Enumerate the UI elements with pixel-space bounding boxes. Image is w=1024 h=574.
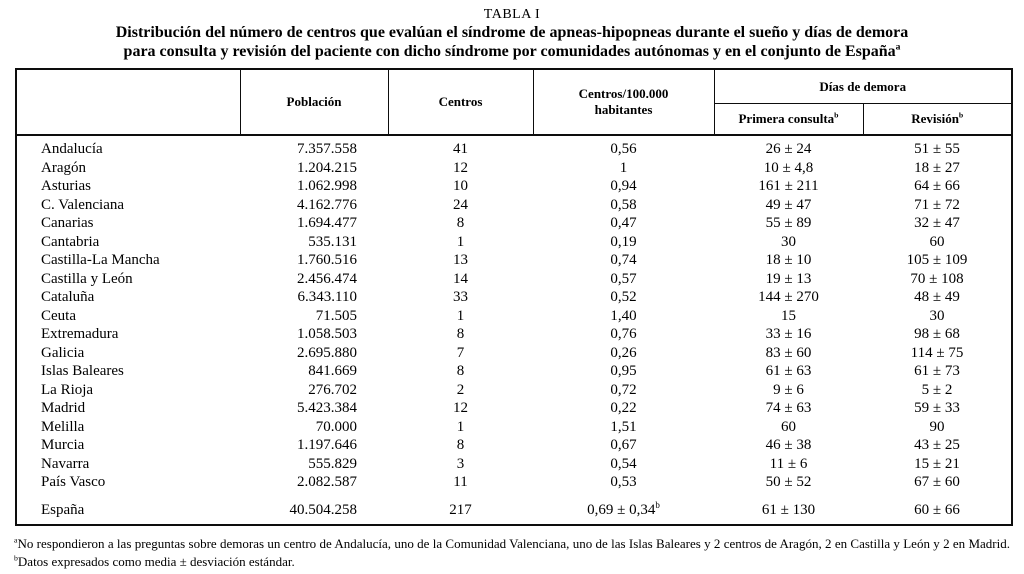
- header-primera-consulta-text: Primera consulta: [738, 111, 835, 126]
- cell-centros: 8: [456, 363, 465, 379]
- cell-revision: 64 ± 66: [914, 178, 960, 194]
- cell-centros-100k: 0,26: [610, 344, 637, 361]
- table-header: [16, 69, 1012, 135]
- cell-region: Ceuta: [41, 307, 76, 324]
- table-row: [16, 307, 1012, 326]
- table-footnote: [14, 535, 1010, 570]
- cell-centros-100k: 0,95: [610, 363, 637, 379]
- cell-centros-100k: 0,22: [610, 400, 637, 416]
- cell-poblacion: 276.702: [308, 381, 357, 398]
- cell-poblacion: 1.062.998: [297, 178, 357, 194]
- cell-centros-100k: 0,52: [610, 289, 637, 305]
- cell-centros-100k: 0,57: [610, 270, 637, 287]
- table-row: [16, 325, 1012, 344]
- cell-poblacion: 70.000: [315, 418, 357, 435]
- cell-revision: 71 ± 72: [914, 196, 960, 213]
- header-region-empty: [16, 69, 240, 135]
- cell-centros: 24: [453, 196, 468, 213]
- cell-centros: 10: [453, 178, 468, 194]
- cell-centros-100k: 1: [619, 159, 628, 176]
- cell-centros-100k: 0,54: [610, 455, 637, 472]
- header-footnote-marker-b1: b: [834, 110, 839, 120]
- cell-centros: 8: [456, 437, 465, 453]
- data-table: [15, 68, 1013, 526]
- cell-centros: 8: [456, 215, 465, 231]
- table-caption-line2: [0, 42, 1024, 61]
- cell-poblacion: 2.082.587: [297, 474, 357, 490]
- cell-revision: 51 ± 55: [914, 141, 960, 157]
- cell-region: Cataluña: [41, 289, 95, 305]
- cell-region: Islas Baleares: [41, 363, 124, 379]
- footnote-marker-a: a: [14, 535, 18, 545]
- cell-primera-consulta: 19 ± 13: [765, 270, 812, 287]
- table-row: [16, 251, 1012, 270]
- cell-centros-100k: 0,58: [610, 196, 637, 213]
- cell-poblacion: 2.456.474: [297, 270, 357, 287]
- footnote-marker-b: b: [14, 553, 18, 563]
- cell-revision: 67 ± 60: [914, 474, 960, 490]
- cell-poblacion: 1.058.503: [297, 326, 357, 342]
- total-revision: 60 ± 66: [914, 501, 960, 518]
- cell-centros-100k: 0,19: [610, 233, 637, 250]
- cell-revision: 61 ± 73: [914, 363, 960, 379]
- table-caption-line1: Distribución del número de centros que evalúan el síndrome de apneas-hipopneas durante el sueño y días de demora: [115, 24, 909, 41]
- total-centros: 217: [449, 501, 472, 518]
- table-row: [16, 362, 1012, 381]
- table-row: [16, 344, 1012, 363]
- cell-primera-consulta: 144 ± 270: [758, 289, 819, 305]
- cell-centros-100k: 0,76: [610, 326, 637, 342]
- cell-poblacion: 1.197.646: [297, 437, 357, 453]
- cell-centros-100k: 0,67: [610, 437, 637, 453]
- table-total: [16, 492, 1012, 526]
- cell-region: Madrid: [41, 400, 86, 416]
- cell-region: Andalucía: [41, 141, 103, 157]
- cell-centros: 13: [453, 252, 468, 268]
- header-row-top: [16, 69, 1012, 104]
- footnote-text-b: Datos expresados como media ± desviación estándar.: [17, 553, 295, 569]
- cell-primera-consulta: 161 ± 211: [758, 178, 819, 194]
- table-row: [16, 381, 1012, 400]
- header-revision-text: Revisión: [911, 111, 959, 126]
- cell-centros: 41: [453, 141, 468, 157]
- cell-primera-consulta: 26 ± 24: [765, 141, 812, 157]
- total-footnote-marker-b: b: [655, 499, 660, 510]
- cell-centros: 7: [456, 344, 465, 361]
- cell-poblacion: 5.423.384: [297, 400, 357, 416]
- cell-region: C. Valenciana: [41, 196, 125, 213]
- cell-revision: 60: [929, 233, 945, 250]
- cell-centros: 12: [453, 400, 468, 416]
- table-caption-line2-text: para consulta y revisión del paciente con dicho síndrome por comunidades autónomas y en el conjunto de España: [123, 43, 896, 60]
- cell-centros-100k: 0,53: [610, 474, 637, 490]
- cell-centros: 33: [453, 289, 468, 305]
- table-row: [16, 418, 1012, 437]
- cell-centros: 3: [456, 455, 465, 472]
- cell-primera-consulta: 50 ± 52: [765, 474, 812, 490]
- cell-primera-consulta: 60: [781, 418, 796, 435]
- cell-poblacion: 4.162.776: [297, 196, 357, 213]
- cell-centros: 14: [453, 270, 468, 287]
- cell-region: Extremadura: [41, 326, 119, 342]
- footnote-text-a: No respondieron a las preguntas sobre demoras un centro de Andalucía, uno de la Comunidad Valenciana, uno de las Islas Baleares y 2 centros de Aragón, 2 en Castilla y León y 2 en Madrid.: [17, 536, 1010, 551]
- cell-centros: 1: [456, 307, 465, 324]
- cell-poblacion: 1.694.477: [297, 215, 357, 231]
- cell-primera-consulta: 30: [781, 233, 796, 250]
- table-row: [16, 233, 1012, 252]
- caption-footnote-marker-a: a: [895, 41, 901, 53]
- cell-primera-consulta: 15: [781, 307, 796, 324]
- cell-poblacion: 2.695.880: [297, 344, 357, 361]
- cell-revision: 98 ± 68: [914, 326, 960, 342]
- header-centros: Centros: [388, 69, 533, 135]
- cell-region: Navarra: [41, 455, 90, 472]
- cell-revision: 114 ± 75: [910, 344, 964, 361]
- cell-poblacion: 1.204.215: [297, 159, 357, 176]
- table-number-label: TABLA I: [483, 7, 541, 22]
- cell-revision: 5 ± 2: [921, 381, 953, 398]
- cell-centros: 2: [456, 381, 465, 398]
- cell-primera-consulta: 61 ± 63: [765, 363, 812, 379]
- header-dias-demora: Días de demora: [714, 69, 1012, 104]
- cell-revision: 32 ± 47: [914, 215, 960, 231]
- cell-region: Cantabria: [41, 233, 100, 250]
- cell-primera-consulta: 9 ± 6: [773, 381, 804, 398]
- cell-poblacion: 6.343.110: [297, 289, 357, 305]
- total-poblacion: 40.504.258: [289, 501, 357, 518]
- table-row: [16, 159, 1012, 178]
- cell-region: Asturias: [41, 178, 91, 194]
- cell-centros-100k: 0,94: [610, 178, 637, 194]
- cell-revision: 30: [929, 307, 945, 324]
- cell-revision: 90: [929, 418, 945, 435]
- cell-region: Castilla y León: [41, 270, 133, 287]
- table-body: [16, 135, 1012, 492]
- cell-revision: 70 ± 108: [910, 270, 964, 287]
- total-row: [16, 492, 1012, 526]
- cell-primera-consulta: 55 ± 89: [765, 215, 812, 231]
- table-row: [16, 455, 1012, 474]
- cell-primera-consulta: 10 ± 4,8: [763, 159, 814, 176]
- cell-centros: 1: [456, 418, 465, 435]
- cell-poblacion: 71.505: [315, 307, 357, 324]
- cell-centros: 12: [453, 159, 468, 176]
- cell-revision: 43 ± 25: [914, 437, 960, 453]
- table-row: [16, 288, 1012, 307]
- cell-primera-consulta: 83 ± 60: [765, 344, 812, 361]
- header-poblacion: Población: [240, 69, 388, 135]
- cell-poblacion: 841.669: [308, 363, 357, 379]
- cell-revision: 48 ± 49: [914, 289, 960, 305]
- cell-centros-100k: 0,74: [610, 252, 637, 268]
- cell-region: Canarias: [41, 215, 94, 231]
- cell-region: Galicia: [41, 344, 85, 361]
- cell-primera-consulta: 18 ± 10: [765, 252, 812, 268]
- cell-centros-100k: 0,47: [610, 215, 637, 231]
- header-footnote-marker-b2: b: [958, 110, 964, 120]
- table-row: [16, 399, 1012, 418]
- cell-region: Aragón: [41, 159, 86, 176]
- table-row: [16, 196, 1012, 215]
- table-row: [16, 177, 1012, 196]
- total-primera-consulta: 61 ± 130: [761, 501, 816, 518]
- cell-centros-100k: 1,40: [610, 307, 637, 324]
- cell-centros: 11: [453, 474, 468, 490]
- cell-centros-100k: 1,51: [610, 418, 637, 435]
- table-row: [16, 214, 1012, 233]
- cell-revision: 105 ± 109: [906, 252, 968, 268]
- header-primera-consulta: [714, 104, 863, 136]
- cell-revision: 18 ± 27: [914, 159, 960, 176]
- cell-revision: 59 ± 33: [914, 400, 960, 416]
- cell-region: La Rioja: [41, 381, 94, 398]
- table-row: [16, 436, 1012, 455]
- table-row: [16, 473, 1012, 492]
- cell-primera-consulta: 49 ± 47: [765, 196, 812, 213]
- cell-revision: 15 ± 21: [914, 455, 960, 472]
- cell-poblacion: 555.829: [308, 455, 357, 472]
- cell-poblacion: 7.357.558: [297, 141, 357, 157]
- total-region: España: [41, 501, 85, 518]
- cell-centros-100k: 0,56: [610, 141, 637, 157]
- cell-region: País Vasco: [41, 474, 106, 490]
- cell-region: Melilla: [41, 418, 85, 435]
- table-title-block: [0, 0, 1024, 61]
- total-centros-100k-text: 0,69 ± 0,34: [587, 501, 656, 518]
- cell-primera-consulta: 74 ± 63: [765, 400, 812, 416]
- table-row: [16, 270, 1012, 289]
- cell-region: Murcia: [41, 437, 85, 453]
- header-centros-100k: Centros/100.000 habitantes: [533, 69, 714, 135]
- table-row: [16, 135, 1012, 159]
- total-centros-100k: [533, 492, 714, 526]
- cell-centros-100k: 0,72: [610, 381, 637, 398]
- cell-poblacion: 1.760.516: [297, 252, 357, 268]
- cell-centros: 1: [456, 233, 465, 250]
- cell-poblacion: 535.131: [308, 233, 357, 250]
- cell-centros: 8: [456, 326, 465, 342]
- cell-primera-consulta: 33 ± 16: [765, 326, 812, 342]
- cell-primera-consulta: 46 ± 38: [765, 437, 812, 453]
- header-revision: [863, 104, 1012, 136]
- cell-region: Castilla-La Mancha: [41, 252, 160, 268]
- cell-primera-consulta: 11 ± 6: [769, 455, 808, 472]
